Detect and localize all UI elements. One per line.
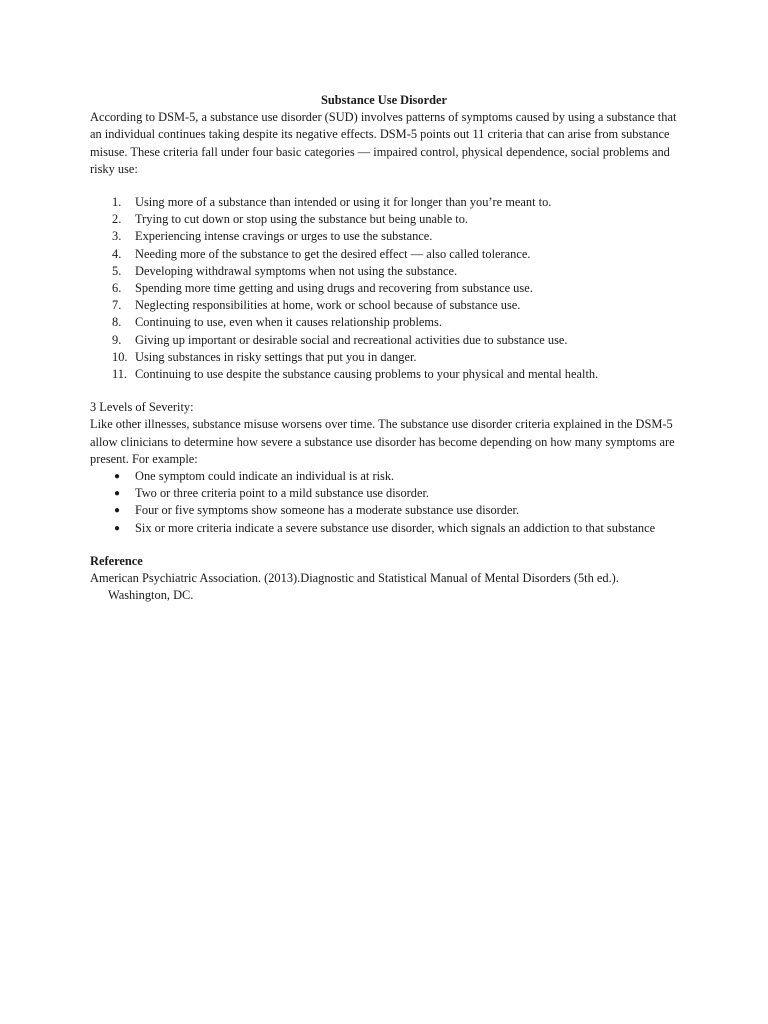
list-number: 10. (112, 349, 128, 364)
list-item (90, 332, 690, 349)
list-item (90, 246, 690, 263)
list-item (90, 211, 690, 228)
reference-citation: American Psychiatric Association. (2013).Diagnostic and Statistical Manual of Mental Disorders (5th ed.). Washington, DC. (90, 571, 619, 603)
list-number: 6. (112, 281, 122, 296)
document-title: Substance Use Disorder (321, 93, 447, 107)
spacer (90, 383, 690, 399)
list-number: 11. (112, 367, 128, 382)
list-item (90, 297, 690, 314)
list-item (90, 314, 690, 331)
list-item-text: Developing withdrawal symptoms when not using the substance. (135, 263, 458, 278)
list-number: 8. (112, 315, 122, 330)
list-number: 1. (112, 195, 122, 210)
bullet-icon: ● (114, 522, 121, 534)
reference-heading: Reference (90, 553, 143, 568)
list-item-text: Four or five symptoms show someone has a moderate substance use disorder. (135, 503, 520, 518)
severity-paragraph: Like other illnesses, substance misuse worsens over time. The substance use disorder criteria explained in the DSM-5 allow clinicians to determine how severe a substance use disorder has become depending on how many symptoms are present. For example: (90, 417, 675, 466)
list-item (90, 263, 690, 280)
list-item-text: Neglecting responsibilities at home, work or school because of substance use. (135, 298, 521, 313)
list-item (90, 520, 690, 537)
list-item-text: Two or three criteria point to a mild substance use disorder. (135, 486, 430, 501)
list-number: 5. (112, 263, 122, 278)
criteria-list (90, 194, 690, 383)
list-item (90, 366, 690, 383)
spacer (90, 178, 690, 194)
list-number: 4. (112, 246, 122, 261)
list-item-text: Needing more of the substance to get the desired effect — also called tolerance. (135, 246, 531, 261)
list-item (90, 485, 690, 502)
list-item-text: Experiencing intense cravings or urges to use the substance. (135, 229, 433, 244)
list-item (90, 194, 690, 211)
list-item-text: Six or more criteria indicate a severe substance use disorder, which signals an addiction to that substance (135, 520, 656, 535)
list-item-text: Giving up important or desirable social and recreational activities due to substance use. (135, 332, 568, 347)
list-item (90, 228, 690, 245)
list-number: 9. (112, 332, 122, 347)
list-item (90, 468, 690, 485)
severity-heading: 3 Levels of Severity: (90, 400, 194, 415)
list-item-text: Trying to cut down or stop using the substance but being unable to. (135, 212, 469, 227)
list-number: 7. (112, 298, 122, 313)
list-item (90, 280, 690, 297)
list-item (90, 349, 690, 366)
list-item-text: Spending more time getting and using drugs and recovering from substance use. (135, 281, 533, 296)
document-page (90, 92, 690, 604)
list-item (90, 502, 690, 519)
severity-list (90, 468, 690, 537)
list-item-text: Continuing to use despite the substance causing problems to your physical and mental health. (135, 367, 599, 382)
bullet-icon: ● (114, 505, 121, 517)
spacer (90, 537, 690, 553)
list-item-text: Using more of a substance than intended or using it for longer than you’re meant to. (135, 195, 552, 210)
bullet-icon: ● (114, 471, 121, 483)
intro-paragraph: According to DSM-5, a substance use disorder (SUD) involves patterns of symptoms caused by using a substance that an individual continues taking despite its negative effects. DSM-5 points out 11 criteria that can arise from substance misuse. These criteria fall under four basic categories — impaired control, physical dependence, social problems and risky use: (90, 110, 677, 176)
bullet-icon: ● (114, 488, 121, 500)
list-number: 3. (112, 229, 122, 244)
list-number: 2. (112, 212, 122, 227)
list-item-text: Using substances in risky settings that put you in danger. (135, 349, 417, 364)
list-item-text: Continuing to use, even when it causes relationship problems. (135, 315, 442, 330)
list-item-text: One symptom could indicate an individual is at risk. (135, 469, 395, 484)
